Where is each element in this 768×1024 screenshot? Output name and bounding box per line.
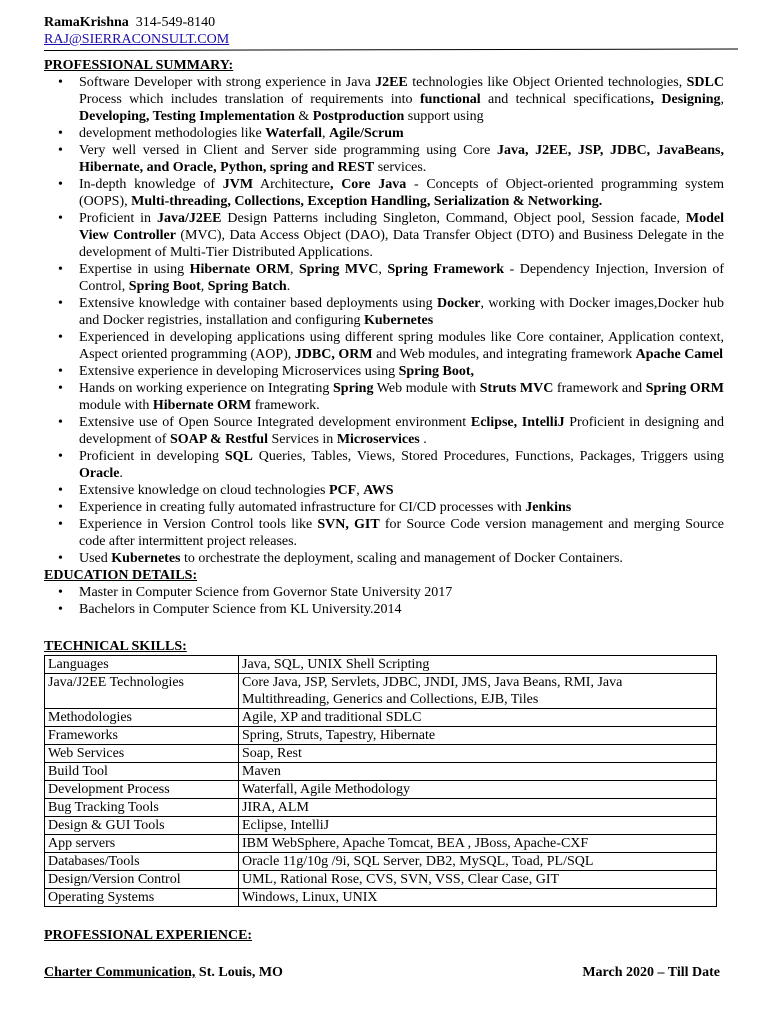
company-name: Charter Communication, [44, 965, 196, 980]
skill-values: Java, SQL, UNIX Shell Scripting [239, 656, 717, 674]
summary-item-text: Web module with [373, 381, 480, 396]
summary-item-emphasis: Multi-threading, Collections, Exception Handling, Serialization & Networking. [131, 194, 603, 209]
summary-item-text: Proficient in [79, 211, 157, 226]
summary-item-text: . [419, 432, 427, 447]
summary-item-emphasis: Hibernate ORM [189, 262, 290, 277]
skill-values: UML, Rational Rose, CVS, SVN, VSS, Clear Case, GIT [239, 871, 717, 889]
summary-item-emphasis: Model View Controller [79, 211, 724, 243]
summary-item [44, 414, 724, 448]
summary-item-text: technologies like Object Oriented technologies, [407, 75, 687, 90]
summary-item-emphasis: Microservices [336, 432, 420, 447]
summary-item-emphasis: SVN, GIT [317, 517, 380, 532]
skill-values: JIRA, ALM [239, 799, 717, 817]
summary-item-text: services. [374, 160, 427, 175]
summary-item-text: Software Developer with strong experience in Java [79, 75, 376, 90]
summary-item-text: , [720, 92, 724, 107]
summary-item-emphasis: functional [419, 92, 481, 107]
summary-item-emphasis: Developing, Testing Implementation [79, 109, 295, 124]
summary-item [44, 176, 724, 210]
summary-item-emphasis: Apache Camel [635, 347, 724, 362]
summary-item [44, 516, 724, 550]
summary-item-text: , [200, 279, 208, 294]
candidate-email-link[interactable]: RAJ@SIERRACONSULT.COM [44, 32, 230, 47]
summary-item-emphasis: Eclipse, IntelliJ [470, 415, 565, 430]
summary-item-emphasis: Spring ORM [645, 381, 724, 396]
summary-item-text: and technical specifications [480, 92, 651, 107]
summary-item-emphasis: , Core Java [329, 177, 407, 192]
summary-item-emphasis: Spring Framework [387, 262, 505, 277]
skills-row [45, 745, 717, 763]
skill-category: Methodologies [45, 709, 239, 727]
summary-item-text: to orchestrate the deployment, scaling and management of Docker Containers. [180, 551, 623, 566]
summary-item-text: , [289, 262, 299, 277]
summary-item-text: Extensive use of Open Source Integrated development environment [79, 415, 471, 430]
summary-item-emphasis: SOAP & Restful [169, 432, 268, 447]
summary-item-emphasis: SDLC [686, 75, 724, 90]
summary-item-emphasis: Kubernetes [111, 551, 181, 566]
skills-table [44, 655, 717, 907]
summary-item [44, 482, 724, 499]
summary-item-text: Hands on working experience on Integrating [79, 381, 333, 396]
skills-row [45, 853, 717, 871]
summary-item-emphasis: Kubernetes [363, 313, 434, 328]
education-heading: EDUCATION DETAILS: [44, 568, 198, 583]
skills-row [45, 799, 717, 817]
summary-item-text: In-depth knowledge of [79, 177, 223, 192]
summary-item-emphasis: Struts MVC [479, 381, 554, 396]
summary-item-text: and Web modules, and integrating framework [372, 347, 636, 362]
summary-item-text: - Dependency Injection, Inversion of Control, [79, 262, 725, 294]
summary-item-emphasis: Spring MVC [298, 262, 379, 277]
skill-values: Oracle 11g/10g /9i, SQL Server, DB2, MySQL, Toad, PL/SQL [239, 853, 717, 871]
summary-item [44, 329, 724, 363]
summary-item-emphasis: Spring Batch [207, 279, 287, 294]
skills-row [45, 763, 717, 781]
header-contact [44, 14, 724, 31]
summary-item-emphasis: Spring [333, 381, 374, 396]
summary-item-text: Proficient in designing and development of [79, 415, 724, 447]
summary-item-text: & [294, 109, 313, 124]
summary-item-text: Experience in creating fully automated infrastructure for CI/CD processes with [79, 500, 526, 515]
summary-item-emphasis: JVM [222, 177, 254, 192]
summary-item-emphasis: Oracle [79, 466, 120, 481]
summary-item-text: Expertise in using [79, 262, 190, 277]
summary-item [44, 499, 724, 516]
experience-heading: PROFESSIONAL EXPERIENCE: [44, 928, 253, 943]
summary-item-text: , [378, 262, 388, 277]
summary-item-emphasis: PCF [329, 483, 357, 498]
summary-item-text: Extensive knowledge with container based deployments using [79, 296, 437, 311]
skill-values: Spring, Struts, Tapestry, Hibernate [239, 727, 717, 745]
header-email-line [44, 31, 724, 48]
summary-item [44, 363, 724, 380]
education-item: • Bachelors in Computer Science from KL University.2014 [44, 601, 724, 618]
skills-row [45, 871, 717, 889]
summary-item [44, 210, 724, 261]
skill-values: Agile, XP and traditional SDLC [239, 709, 717, 727]
skill-category: Web Services [45, 745, 239, 763]
summary-item-emphasis: J2EE [375, 75, 408, 90]
skill-values: Core Java, JSP, Servlets, JDBC, JNDI, JMS, Java Beans, RMI, Java Multithreading, Generics and Collections, EJB, Tiles [239, 674, 717, 709]
resume-page [44, 14, 724, 981]
skills-row [45, 889, 717, 907]
summary-item-text: Extensive knowledge on cloud technologies [79, 483, 329, 498]
summary-list [44, 74, 724, 567]
skill-category: Bug Tracking Tools [45, 799, 239, 817]
summary-item-emphasis: AWS [363, 483, 394, 498]
summary-item [44, 125, 724, 142]
summary-item [44, 448, 724, 482]
summary-item [44, 74, 724, 125]
skills-row [45, 656, 717, 674]
summary-item-emphasis: Docker [436, 296, 481, 311]
summary-item-text: Very well versed in Client and Server side programming using Core [79, 143, 497, 158]
summary-item-emphasis: SQL [224, 449, 253, 464]
skills-row [45, 674, 717, 709]
summary-item-text: Design Patterns including Singleton, Command, Object pool, Session facade, [221, 211, 686, 226]
skill-values: Soap, Rest [239, 745, 717, 763]
skills-row [45, 817, 717, 835]
candidate-name: RamaKrishna [44, 15, 129, 30]
skill-values: Maven [239, 763, 717, 781]
summary-item-text: framework and [553, 381, 646, 396]
skill-category: Java/J2EE Technologies [45, 674, 239, 709]
summary-item-emphasis: , Designing [650, 92, 721, 107]
skills-row [45, 781, 717, 799]
summary-item-text: Process which includes translation of requirements into [79, 92, 420, 107]
skill-category: App servers [45, 835, 239, 853]
skills-heading: TECHNICAL SKILLS: [44, 639, 187, 654]
skills-row [45, 835, 717, 853]
summary-item [44, 380, 724, 414]
summary-item [44, 295, 724, 329]
skills-row [45, 709, 717, 727]
skills-row [45, 727, 717, 745]
skill-category: Design & GUI Tools [45, 817, 239, 835]
summary-item [44, 261, 724, 295]
summary-item-text: Experience in Version Control tools like [79, 517, 318, 532]
summary-item-text: Services in [267, 432, 337, 447]
skill-values: Waterfall, Agile Methodology [239, 781, 717, 799]
skill-category: Development Process [45, 781, 239, 799]
summary-item-emphasis: Postproduction [312, 109, 405, 124]
summary-item-text: , [322, 126, 330, 141]
summary-item [44, 142, 724, 176]
summary-item [44, 550, 724, 567]
summary-item-text: framework. [251, 398, 320, 413]
summary-item-emphasis: Waterfall [265, 126, 323, 141]
skill-values: IBM WebSphere, Apache Tomcat, BEA , JBoss, Apache-CXF [239, 835, 717, 853]
candidate-phone: 314-549-8140 [135, 15, 216, 30]
summary-item-text: - Concepts of Object-oriented programming system (OOPS), [79, 177, 724, 209]
summary-item-emphasis: JDBC, ORM [294, 347, 373, 362]
education-item: • Master in Computer Science from Governor State University 2017 [44, 584, 724, 601]
summary-item-text: Proficient in developing [79, 449, 225, 464]
summary-item-text: Used [79, 551, 112, 566]
summary-item-emphasis: Spring Boot, [398, 364, 475, 379]
summary-item-text: Experienced in developing applications using different spring modules like Core container, Application context, Aspect oriented programming (AOP), [79, 330, 724, 362]
summary-item-text: Extensive experience in developing Microservices using [79, 364, 399, 379]
skill-category: Languages [45, 656, 239, 674]
education-list [44, 584, 724, 618]
summary-item-emphasis: Java, J2EE, JSP, JDBC, JavaBeans, Hibernate, and Oracle, Python, spring and REST [79, 143, 725, 175]
skill-values: Eclipse, IntelliJ [239, 817, 717, 835]
experience-company [44, 965, 283, 980]
summary-item-emphasis: Java/J2EE [156, 211, 222, 226]
summary-item-text: . [286, 279, 291, 294]
skill-category: Operating Systems [45, 889, 239, 907]
summary-item-text: for Source Code version management and merging Source code after intermittent project releases. [79, 517, 725, 549]
summary-item-text: , [356, 483, 364, 498]
summary-item-text: . [119, 466, 123, 481]
summary-item-text: Architecture [253, 177, 330, 192]
summary-item-text: (MVC), Data Access Object (DAO), Data Transfer Object (DTO) and Business Delegate in the development of Multi-Tier Distributed Applications. [79, 228, 725, 260]
summary-item-text: development methodologies like [79, 126, 266, 141]
skill-values: Windows, Linux, UNIX [239, 889, 717, 907]
summary-heading: PROFESSIONAL SUMMARY: [44, 58, 234, 73]
experience-dates: March 2020 – Till Date [582, 965, 720, 980]
skill-category: Build Tool [45, 763, 239, 781]
summary-item-emphasis: Agile/Scrum [329, 126, 404, 141]
summary-item-emphasis: Spring Boot [128, 279, 201, 294]
summary-item-text: module with [79, 398, 153, 413]
summary-item-text: , working with Docker images,Docker hub and Docker registries, installation and configuring [79, 296, 725, 328]
company-location: St. Louis, MO [195, 965, 283, 980]
summary-item-emphasis: Jenkins [525, 500, 572, 515]
skill-category: Design/Version Control [45, 871, 239, 889]
skill-category: Frameworks [45, 727, 239, 745]
summary-item-emphasis: Hibernate ORM [152, 398, 252, 413]
experience-entry-header [44, 964, 724, 981]
skill-category: Databases/Tools [45, 853, 239, 871]
summary-item-text: Queries, Tables, Views, Stored Procedures, Functions, Packages, Triggers using [252, 449, 724, 464]
summary-item-text: support using [404, 109, 484, 124]
